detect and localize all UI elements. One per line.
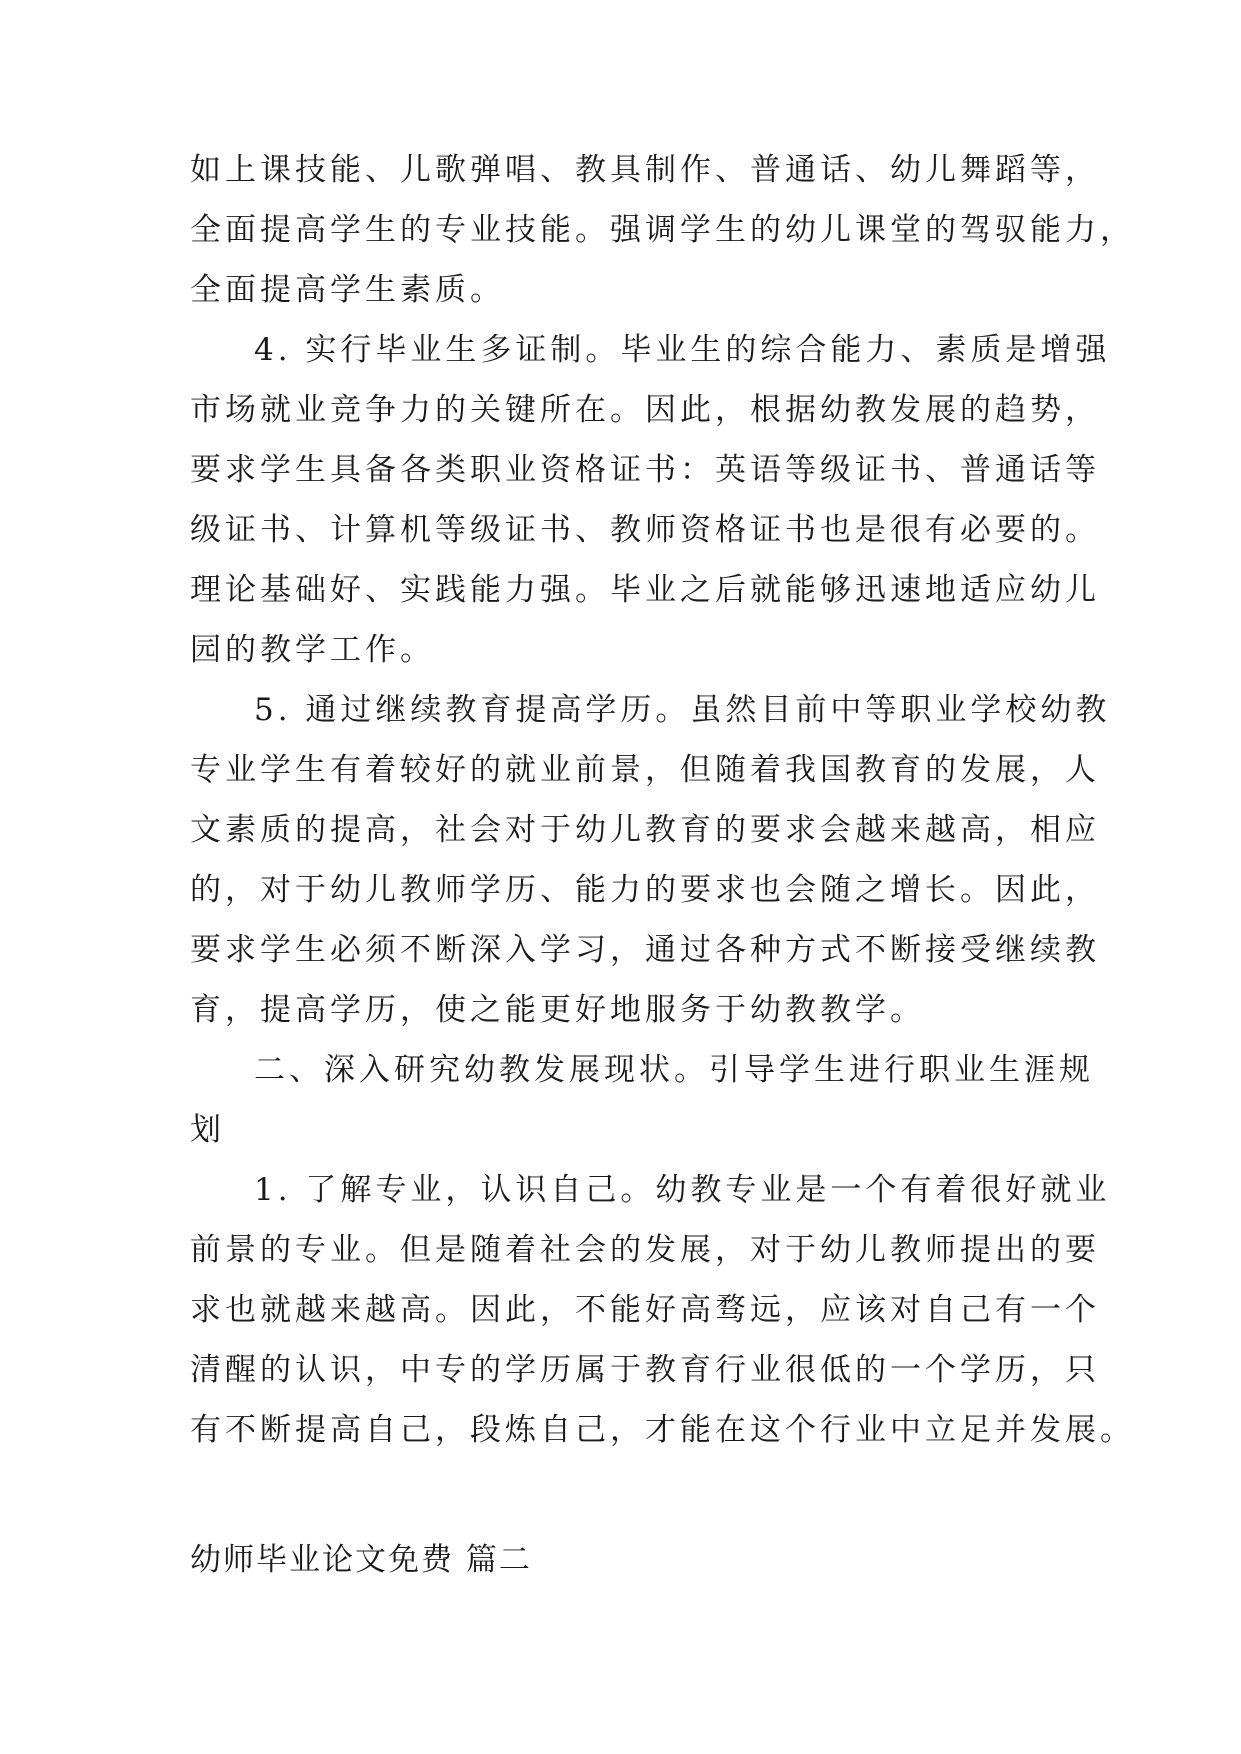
paragraph-line: 1. 了解专业，认识自己。幼教专业是一个有着很好就业 (254, 1172, 1111, 1208)
section-title: 幼师毕业论文免费 篇二 (190, 1542, 532, 1578)
paragraph-line: 园的教学工作。 (190, 632, 435, 668)
paragraph-line: 如上课技能、儿歌弹唱、教具制作、普通话、幼儿舞蹈等， (190, 152, 1100, 188)
paragraph-line: 级证书、计算机等级证书、教师资格证书也是很有必要的。 (190, 512, 1100, 548)
paragraph-line: 市场就业竞争力的关键所在。因此，根据幼教发展的趋势， (190, 392, 1100, 428)
paragraph-line: 全面提高学生的专业技能。强调学生的幼儿课堂的驾驭能力， (190, 212, 1135, 248)
paragraph-line: 要求学生必须不断深入学习，通过各种方式不断接受继续教 (190, 932, 1100, 968)
paragraph-line: 文素质的提高，社会对于幼儿教育的要求会越来越高，相应 (190, 812, 1100, 848)
paragraph-line: 专业学生有着较好的就业前景，但随着我国教育的发展，人 (190, 752, 1100, 788)
paragraph-line: 全面提高学生素质。 (190, 272, 505, 308)
paragraph-line: 前景的专业。但是随着社会的发展，对于幼儿教师提出的要 (190, 1232, 1100, 1268)
paragraph-line: 理论基础好、实践能力强。毕业之后就能够迅速地适应幼儿 (190, 572, 1100, 608)
paragraph-line: 有不断提高自己，段炼自己，才能在这个行业中立足并发展。 (190, 1412, 1135, 1448)
paragraph-line: 清醒的认识，中专的学历属于教育行业很低的一个学历，只 (190, 1352, 1100, 1388)
paragraph-line: 5. 通过继续教育提高学历。虽然目前中等职业学校幼教 (254, 692, 1111, 728)
paragraph-line: 育，提高学历，使之能更好地服务于幼教教学。 (190, 992, 925, 1028)
paragraph-line: 要求学生具备各类职业资格证书：英语等级证书、普通话等 (190, 452, 1100, 488)
paragraph-line: 4. 实行毕业生多证制。毕业生的综合能力、素质是增强 (254, 332, 1111, 368)
subheading-line: 二、深入研究幼教发展现状。引导学生进行职业生涯规 (254, 1052, 1094, 1088)
subheading-line: 划 (190, 1112, 225, 1148)
paragraph-line: 的，对于幼儿教师学历、能力的要求也会随之增长。因此， (190, 872, 1100, 908)
paragraph-line: 求也就越来越高。因此，不能好高骛远，应该对自己有一个 (190, 1292, 1100, 1328)
